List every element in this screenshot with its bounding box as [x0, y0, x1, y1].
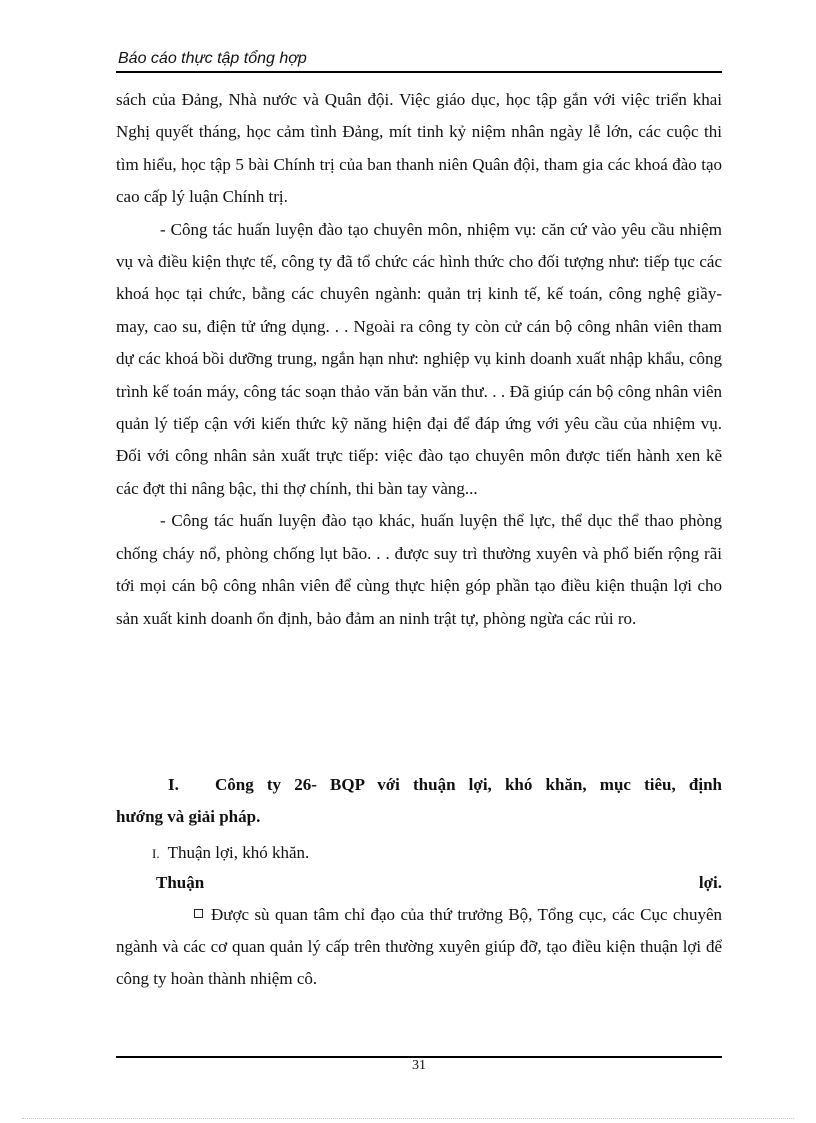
page-number: 31 — [412, 1058, 426, 1073]
square-bullet-icon — [194, 909, 203, 918]
section-title-line-1: Công ty 26- BQP với thuận lợi, khó khăn, mục tiêu, định — [215, 775, 722, 794]
subheading-word-1: Thuận — [156, 873, 205, 892]
page-edge-dotted-line — [22, 1118, 794, 1119]
subsection-title: Thuận lợi, khó khăn. — [167, 843, 310, 862]
body-text — [116, 84, 722, 635]
page-header-title: Báo cáo thực tập tổng hợp — [118, 50, 307, 67]
subsection-number: I. — [152, 846, 160, 861]
header-divider — [116, 71, 722, 73]
section-heading — [116, 769, 722, 833]
bullet-text: Được sù quan tâm chỉ đạo của thứ trưởng Bộ, Tổng cục, các Cục chuyên ngành và các cơ quan quản lý cấp trên thường xuyên giúp đỡ, tạo điều kiện thuận lợi để công ty hoàn thành nhiệm cô. — [116, 905, 722, 988]
subheading-thuan-loi — [156, 869, 722, 897]
paragraph-1: sách của Đảng, Nhà nước và Quân đội. Việc giáo dục, học tập gắn với việc triển khai Nghị quyết tháng, học cảm tình Đảng, mít tinh kỷ niệm nhân ngày lễ lớn, các cuộc thi tìm hiểu, học tập 5 bài Chính trị của ban thanh niên Quân đội, tham gia các khoá đào tạo cao cấp lý luận Chính trị. — [116, 90, 722, 207]
subsection-heading — [152, 839, 309, 868]
section-number: I. — [168, 775, 179, 794]
subheading-word-2: lợi. — [698, 873, 722, 892]
section-title-line-2: hướng và giải pháp. — [116, 807, 261, 826]
bullet-paragraph — [116, 899, 722, 995]
paragraph-2: - Công tác huấn luyện đào tạo chuyên môn, nhiệm vụ: căn cứ vào yêu cầu nhiệm vụ và điều kiện thực tế, công ty đã tổ chức các hình thức cho đối tượng như: tiếp tục các khoá học tại chức, bằng các chuyên ngành: quản trị kinh tế, kế toán, công nghệ giầy-may, cao su, điện tử ứng dụng. . . Ngoài ra công ty còn cử cán bộ công nhân viên tham dự các khoá bồi dưỡng trung, ngắn hạn như: nghiệp vụ kinh doanh xuất nhập khẩu, công trình kế toán máy, công tác soạn thảo văn bản văn thư. . . Đã giúp cán bộ công nhân viên quản lý tiếp cận với kiến thức kỹ năng hiện đại để đáp ứng với yêu cầu của nhiệm vụ. Đối với công nhân sản xuất trực tiếp: việc đào tạo chuyên môn được tiến hành xen kẽ các đợt thi nâng bậc, thi thợ chính, thi bàn tay vàng... — [116, 219, 722, 498]
paragraph-3: - Công tác huấn luyện đào tạo khác, huấn luyện thể lực, thể dục thể thao phòng chống cháy nổ, phòng chống lụt bão. . . được suy trì thường xuyên và phổ biến rộng rãi tới mọi cán bộ công nhân viên để cùng thực hiện góp phần tạo điều kiện thuận lợi cho sản xuất kinh doanh ổn định, bảo đảm an ninh trật tự, phòng ngừa các rủi ro. — [116, 511, 722, 628]
